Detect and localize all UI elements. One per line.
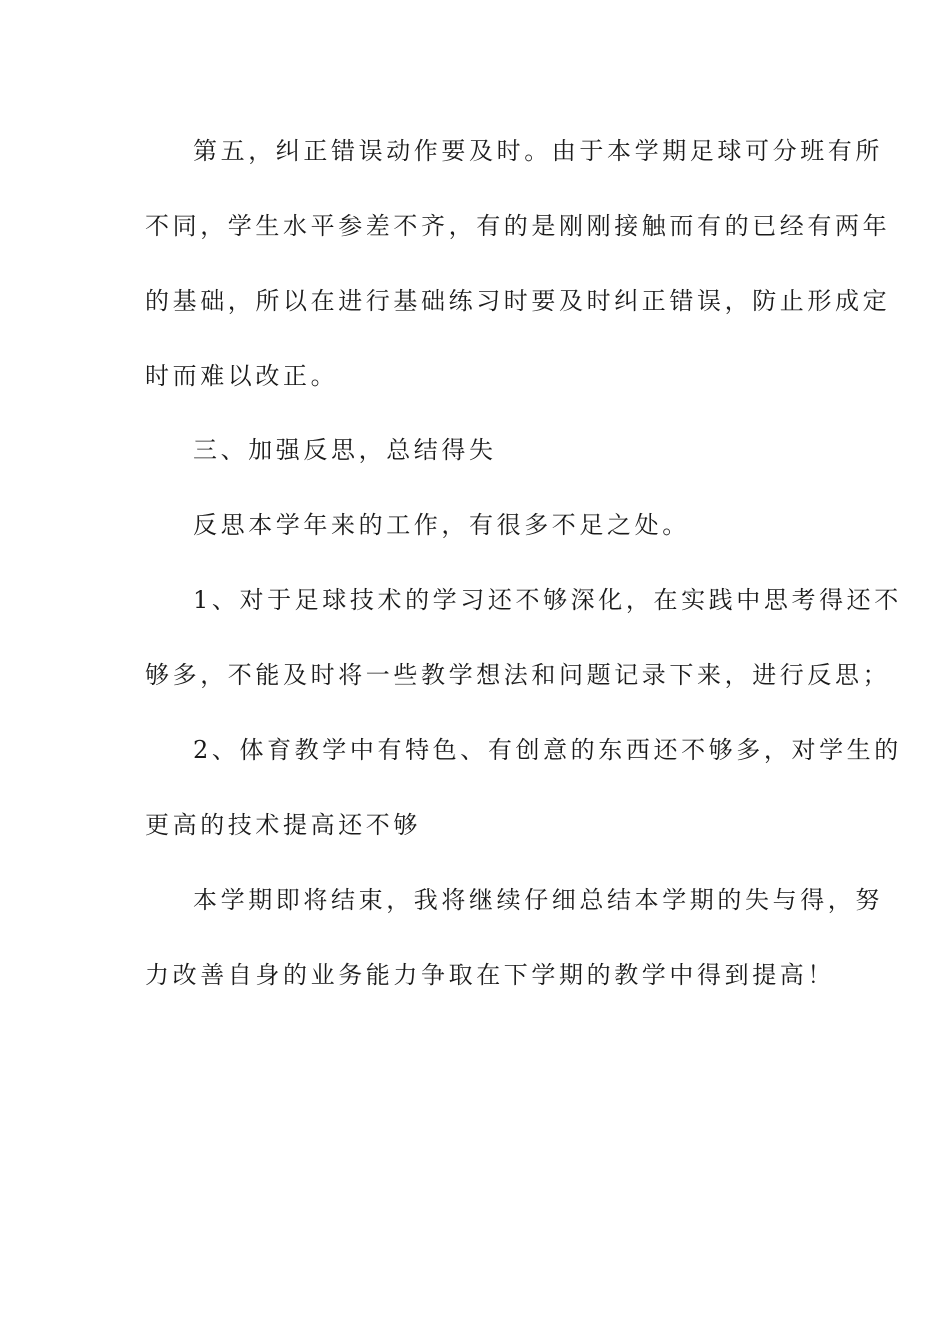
section-heading: 三、加强反思，总结得失 [193, 436, 497, 464]
paragraph-line: 力改善自身的业务能力争取在下学期的教学中得到提高！ [145, 961, 835, 989]
paragraph-line: 本学期即将结束，我将继续仔细总结本学期的失与得，努 [193, 886, 883, 914]
paragraph-line: 不同，学生水平参差不齐，有的是刚刚接触而有的已经有两年 [145, 212, 891, 240]
paragraph-line: 时而难以改正。 [145, 362, 339, 390]
list-item-line: 更高的技术提高还不够 [145, 811, 421, 839]
paragraph-line: 第五，纠正错误动作要及时。由于本学期足球可分班有所 [193, 137, 883, 165]
list-item-line: 2、体育教学中有特色、有创意的东西还不够多，对学生的 [193, 736, 902, 764]
list-item-line: 够多，不能及时将一些教学想法和问题记录下来，进行反思； [145, 661, 891, 689]
paragraph-line: 的基础，所以在进行基础练习时要及时纠正错误，防止形成定 [145, 287, 891, 315]
paragraph-line: 反思本学年来的工作，有很多不足之处。 [193, 511, 690, 539]
list-item-line: 1、对于足球技术的学习还不够深化，在实践中思考得还不 [193, 586, 902, 614]
